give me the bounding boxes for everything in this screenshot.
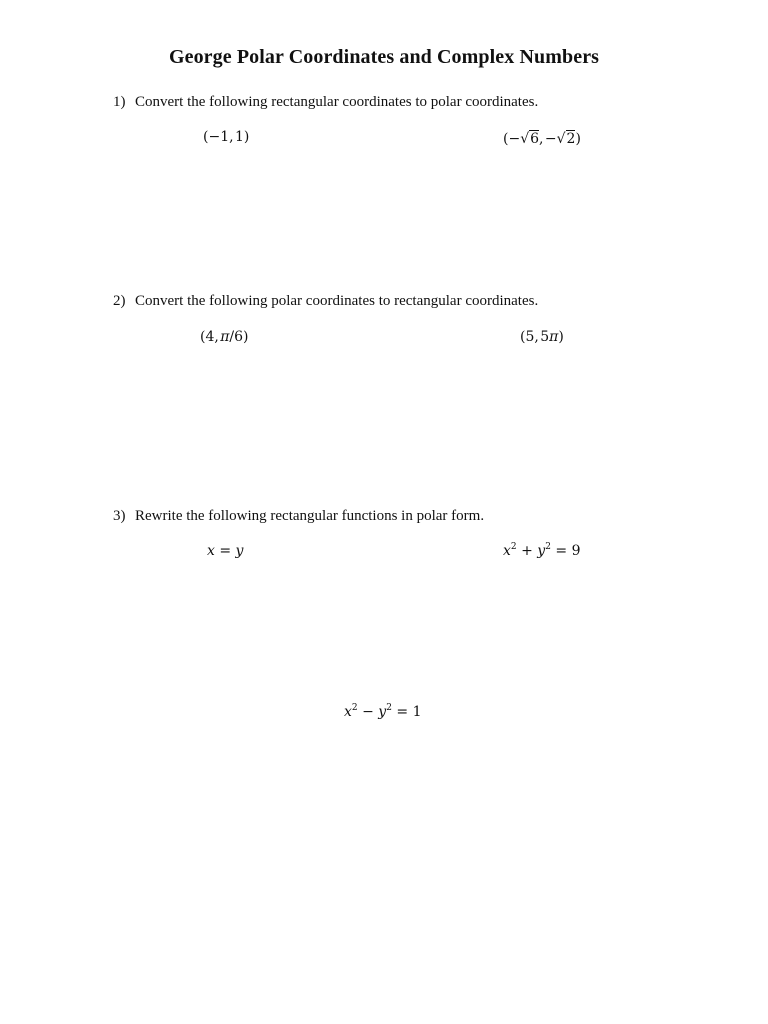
- question-number: 3): [113, 508, 126, 524]
- problem-1b: (−√6, −√2): [503, 131, 581, 147]
- problem-2a: (4, π/6): [200, 329, 249, 345]
- problem-2b: (5, 5π): [520, 329, 564, 345]
- question-number: 1): [113, 94, 126, 110]
- question-text: Convert the following polar coordinates to rectangular coordinates.: [135, 293, 539, 309]
- question-text: Convert the following rectangular coordinates to polar coordinates.: [135, 94, 539, 110]
- problem-1a: (−1, 1): [203, 129, 250, 145]
- question-2: [113, 293, 538, 310]
- problem-3b: $x^2 + y^2 = 9$: [503, 542, 581, 559]
- problem-3c: $x^2 - y^2 = 1$: [344, 703, 422, 720]
- question-1: [113, 94, 538, 111]
- problem-3a: x = y: [207, 543, 244, 559]
- question-3: [113, 508, 484, 525]
- page-title: George Polar Coordinates and Complex Numbers: [168, 46, 600, 68]
- question-text: Rewrite the following rectangular functions in polar form.: [135, 508, 485, 524]
- question-number: 2): [113, 293, 126, 309]
